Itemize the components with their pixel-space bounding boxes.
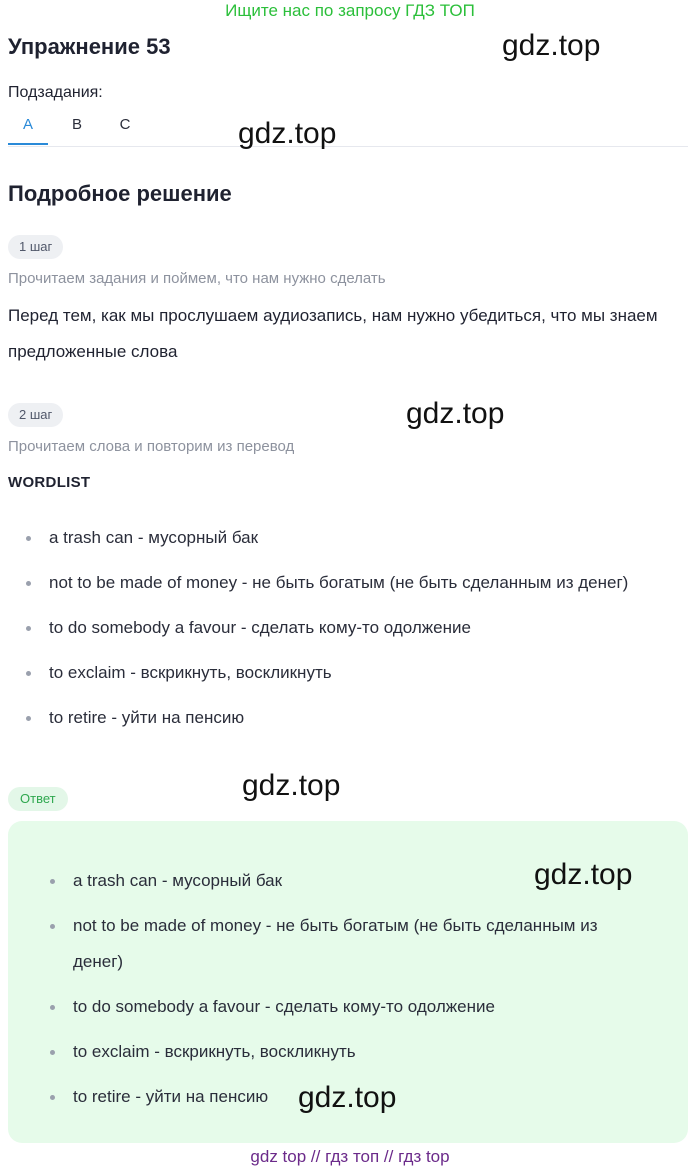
step-text: Перед тем, как мы прослушаем аудиозапись, нам нужно убедиться, что мы знаем предложенные слова [8, 306, 658, 361]
list-item-text: not to be made of money - не быть богатым (не быть сделанным из денег) [49, 573, 629, 592]
list-item-text: to exclaim - вскрикнуть, воскликнуть [49, 663, 332, 682]
step-badge: 1 шаг [8, 235, 63, 259]
bullet-icon [26, 581, 31, 586]
list-item-text: to exclaim - вскрикнуть, воскликнуть [73, 1042, 356, 1061]
subtask-tabs [8, 108, 688, 147]
list-item [32, 989, 652, 1025]
list-item-text: to do somebody a favour - сделать кому-то одолжение [49, 618, 471, 637]
answer-wordlist [32, 863, 652, 1115]
bullet-icon [50, 1050, 55, 1055]
wordlist [8, 520, 688, 736]
watermark: gdz.top [238, 117, 337, 150]
list-item [8, 655, 688, 691]
bullet-icon [26, 626, 31, 631]
list-item [8, 700, 688, 736]
tab-b[interactable]: B [71, 116, 82, 133]
watermark: gdz.top [534, 858, 633, 891]
tab-c[interactable]: C [119, 116, 131, 133]
footer-links: gdz top // гдз топ // гдз top [250, 1147, 450, 1166]
bullet-icon [50, 879, 55, 884]
bullet-icon [26, 716, 31, 721]
step-hint: Прочитаем слова и повторим из перевод [8, 438, 295, 455]
list-item-text: a trash can - мусорный бак [73, 871, 283, 890]
list-item [32, 1034, 652, 1070]
watermark: gdz.top [502, 29, 601, 62]
watermark: gdz.top [298, 1081, 397, 1114]
bullet-icon [50, 1095, 55, 1100]
list-item-text: to do somebody a favour - сделать кому-то одолжение [73, 997, 495, 1016]
step-hint: Прочитаем задания и поймем, что нам нужно сделать [8, 270, 386, 287]
wordlist-title: WORDLIST [8, 474, 91, 491]
list-item-text: to retire - уйти на пенсию [73, 1087, 269, 1106]
subtasks-label: Подзадания: [8, 84, 103, 101]
list-item [8, 565, 688, 601]
watermark: gdz.top [406, 397, 505, 430]
list-item-text: not to be made of money - не быть богатым (не быть сделанным из денег) [73, 916, 598, 971]
watermark: gdz.top [242, 769, 341, 802]
step-badge: 2 шаг [8, 403, 63, 427]
list-item [32, 908, 652, 980]
answer-badge: Ответ [8, 787, 68, 811]
bullet-icon [50, 1005, 55, 1010]
promo-banner: Ищите нас по запросу ГДЗ ТОП [225, 1, 475, 20]
page-title: Упражнение 53 [8, 34, 171, 59]
list-item-text: a trash can - мусорный бак [49, 528, 259, 547]
bullet-icon [26, 671, 31, 676]
answer-box [8, 821, 688, 1143]
active-tab-indicator [8, 143, 48, 145]
list-item [8, 520, 688, 556]
tab-a[interactable]: A [22, 116, 33, 133]
solution-title: Подробное решение [8, 181, 232, 206]
list-item-text: to retire - уйти на пенсию [49, 708, 245, 727]
bullet-icon [50, 924, 55, 929]
bullet-icon [26, 536, 31, 541]
list-item [8, 610, 688, 646]
